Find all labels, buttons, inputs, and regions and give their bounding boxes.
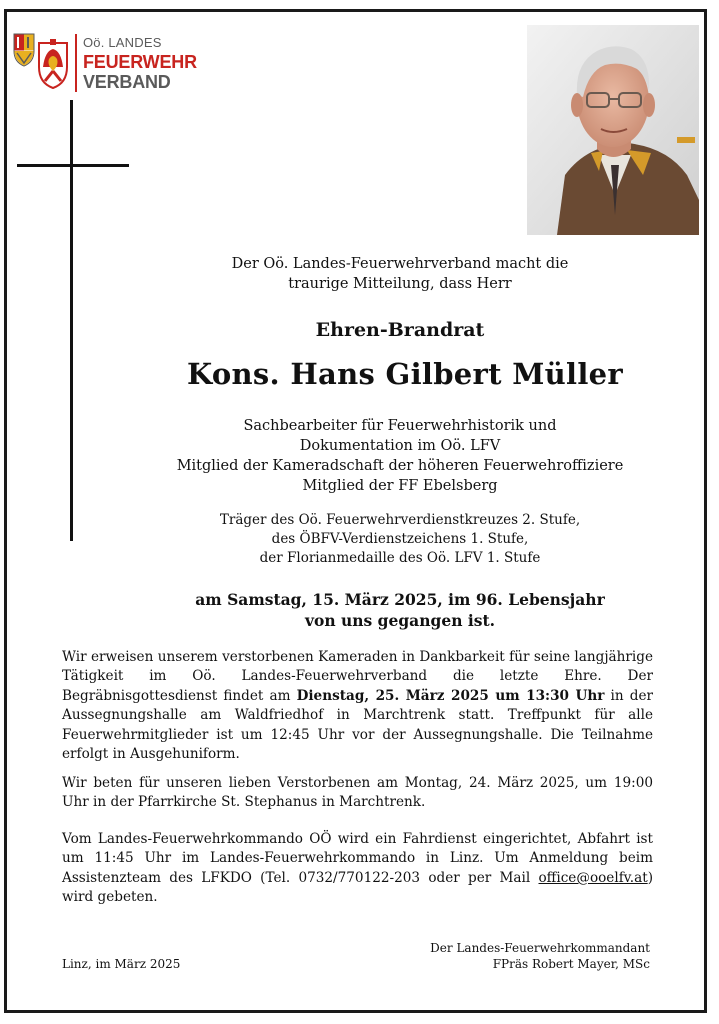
award-line: des ÖBFV-Verdienstzeichens 1. Stufe, [271,531,529,547]
intro-text [150,254,650,294]
portrait-photo [527,25,699,235]
death-line-1: am Samstag, 15. März 2025, im 96. Lebensjahr [195,590,605,609]
cross-horizontal-bar [17,164,129,167]
logo [13,33,197,93]
intro-line-1: Der Oö. Landes-Feuerwehrverband macht die [231,256,569,272]
role-line: Mitglied der FF Ebelsberg [302,478,498,494]
signature-block [400,940,650,972]
deceased-name: Kons. Hans Gilbert Müller [187,357,623,391]
roles-list [130,416,670,496]
logo-line-1: Oö. LANDES [83,35,162,50]
funeral-date-time: Dienstag, 25. März 2025 um 13:30 Uhr [296,687,605,704]
deceased-rank: Ehren-Brandrat [315,319,485,341]
logo-divider [75,34,77,92]
intro-line-2: traurige Mitteilung, dass Herr [288,276,512,292]
role-line: Mitglied der Kameradschaft der höheren Feuerwehroffiziere [176,458,624,474]
funeral-text-a: Wir erweisen unserem verstorbenen Kameraden in Dankbarkeit für seine langjährige Tätigkeit im Oö. Landes-Feuerwehrverband die letzte Ehre. Der Begräbnisgottesdienst findet am [62,649,653,704]
prayer-paragraph: Wir beten für unseren lieben Verstorbenen am Montag, 24. März 2025, um 19:00 Uhr in der Pfarrkirche St. Stephanus in Marchtrenk. [62,775,653,811]
portrait-illustration [527,25,699,235]
fire-helmet-emblem-icon [37,37,69,89]
funeral-text-b: in der Aussegnungshalle am Waldfriedhof in Marchtrenk statt. Treffpunkt für alle Feuerwehrmitglieder ist um 12:45 Uhr vor der Aussegnungshalle. Die Teilnahme erfolgt in Ausgehuniform. [62,687,653,763]
signer-name: FPräs Robert Mayer, MSc [492,957,650,971]
role-line: Sachbearbeiter für Feuerwehrhistorik und [243,418,557,434]
coat-of-arms-icon [13,33,35,67]
email-link[interactable]: office@ooelfv.at [538,869,648,886]
logo-wordmark [83,36,197,91]
awards-list [150,511,650,568]
transport-paragraph [62,830,653,908]
transport-text-a: Vom Landes-Feuerwehrkommando OÖ wird ein Fahrdienst eingerichtet, Abfahrt ist um 11:45 Uhr im Landes-Feuerwehrkommando in Linz. Um Anmeldung beim Assistenzteam des LFKDO (Tel. 0732/770122-203 oder per Mail [62,831,653,886]
funeral-paragraph [62,648,653,764]
logo-line-3: VERBAND [83,72,171,92]
place-date: Linz, im März 2025 [62,957,181,971]
award-line: der Florianmedaille des Oö. LFV 1. Stufe [259,550,541,566]
logo-line-2: FEUERWEHR [83,52,197,72]
death-line-2: von uns gegangen ist. [304,611,496,630]
role-line: Dokumentation im Oö. LFV [299,438,501,454]
death-notice [130,589,670,631]
signer-title: Der Landes-Feuerwehrkommandant [430,941,650,955]
transport-text-b: ) wird gebeten. [62,869,653,906]
award-line: Träger des Oö. Feuerwehrverdienstkreuzes 2. Stufe, [219,512,581,528]
